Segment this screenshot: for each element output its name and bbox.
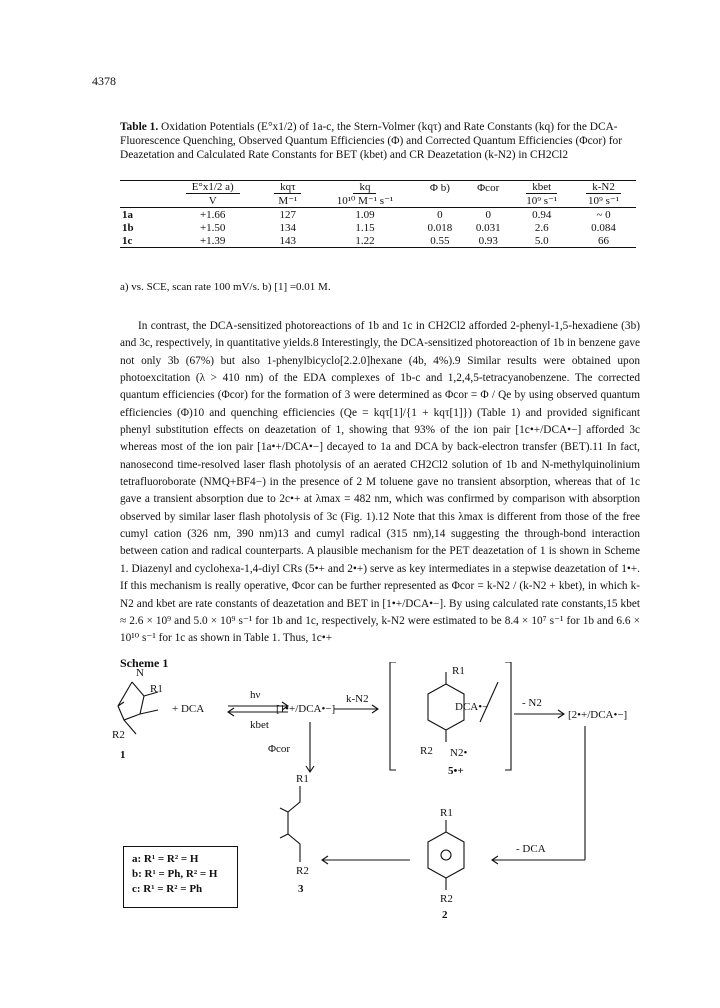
label-r2-cpd1: R2 bbox=[112, 729, 125, 741]
label-r1-cpd3: R1 bbox=[296, 773, 309, 785]
label-r2-cpd3: R2 bbox=[296, 865, 309, 877]
label-dca-radical: DCA•− bbox=[455, 701, 489, 713]
label-plus-dca: + DCA bbox=[172, 703, 205, 715]
compound-2-ring bbox=[428, 832, 464, 878]
label-minus-n2: - N2 bbox=[522, 697, 542, 709]
table-caption bbox=[120, 120, 640, 162]
legend-a: a: R¹ = R² = H bbox=[132, 853, 199, 865]
label-n: N bbox=[136, 667, 144, 679]
header-kqtau: kqτ bbox=[261, 181, 314, 195]
table-row: 1a +1.66 127 1.09 0 0 0.94 ~ 0 bbox=[122, 208, 611, 221]
data-table bbox=[120, 180, 636, 248]
label-r1-cpd2: R1 bbox=[440, 807, 453, 819]
label-phi-cor: Φcor bbox=[268, 743, 291, 755]
scheme-title: Scheme 1 bbox=[120, 656, 169, 670]
compound-3-structure bbox=[280, 786, 300, 862]
label-r2-cpd2: R2 bbox=[440, 893, 453, 905]
table-caption-text: Oxidation Potentials (E°x1/2) of 1a-c, the Stern-Volmer (kqτ) and Rate Constants (kq) for the DCA-Fluorescence Quenching, Observed Quantum Efficiencies (Φ) and Corrected Quantum Efficiencies (Φcor) for Deazetation and Calculated Rate Constants for BET (kbet) and CR Deazetation (k-N2) in CH2Cl2 bbox=[120, 121, 623, 161]
label-n2-radical: N2• bbox=[450, 747, 468, 759]
label-minus-dca: - DCA bbox=[516, 843, 546, 855]
label-kbet: kbet bbox=[250, 719, 269, 731]
page-number: 4378 bbox=[92, 74, 116, 88]
unit-kn2: 10⁹ s⁻¹ bbox=[588, 195, 620, 207]
header-eox: E°x1/2 a) bbox=[164, 181, 261, 195]
unit-kq: 10¹⁰ M⁻¹ s⁻¹ bbox=[336, 195, 394, 207]
header-phi: Φ b) bbox=[429, 181, 450, 194]
substituent-legend bbox=[123, 846, 238, 908]
table-row: 1b +1.50 134 1.15 0.018 0.031 2.6 0.084 bbox=[122, 221, 616, 234]
label-ion-pair-1: [1•+/DCA•−] bbox=[276, 703, 336, 715]
body-paragraph: In contrast, the DCA-sensitized photoreactions of 1b and 1c in CH2Cl2 afforded 2-phenyl-1,5-hexadiene (3b) and 3c, respectively, in quantitative yields.8 Interestingly, the DCA-sensitized photoreaction of 1b in benzene gave not only 3b (67%) but also 1-phenylbicyclo[2.2.0]hexane (4b, 4%).9 Similar results were obtained upon photoexcitation (λ > 410 nm) of the EDA complexes of 1b-c and 1,2,4,5-tetracyanobenzene. The corrected quantum efficiencies (Φcor) for the formation of 3 were determined as Φcor = Φ / Qe by using observed quantum efficiencies (Φ)10 and quenching efficiencies (Qe = kqτ[1]/{1 + kqτ[1]}) (Table 1) and provided significant phenyl substitution effects on deazetation of 1, showing that 93% of the ion pair [1c•+/DCA•−] afforded 3c whereas most of the ion pair [1a•+/DCA•−] decayed to 1a and DCA by back-electron transfer (BET).11 In fact, nanosecond time-resolved laser flash photolysis of an aerated CH2Cl2 solution of 1b and N-methylquinolinium tetrafluoroborate (NMQ+BF4−) in the presence of 2 M toluene gave no transient absorption, whereas that of 1c gave a transient absorption due to 2c•+ at λmax = 482 nm, which was confirmed by comparison with absorption observed by similar laser flash photolysis of 3c (Fig. 1).12 Note that this λmax is different from those of the free cumyl cation (326 nm, 390 nm)13 and cumyl radical (315 nm),14 suggesting the through-bond interaction between cation and radical counterparts. A plausible mechanism for the PET deazetation of 1 is shown in Scheme 1. Diazenyl and cyclohexa-1,4-diyl CRs (5•+ and 2•+) serve as key intermediates in a stepwise deazetation of 1•+. If this mechanism is really operative, Φcor can be further represented as Φcor = k-N2 / (k-N2 + kbet), in which k-N2 and kbet are rate constants of deazetation and BET in [1•+/DCA•−]. By using calculated rate constants,15 kbet ≈ 2.6 × 10⁹ and 5.0 × 10⁹ s⁻¹ for 1b and 1c, respectively, k-N2 were estimated to be 8.4 × 10⁷ s⁻¹ for 1b and 6.6 × 10¹⁰ s⁻¹ for 1c as shown in Table 1. Thus, 1c•+ bbox=[120, 320, 640, 645]
legend-b: b: R¹ = Ph, R² = H bbox=[132, 868, 218, 880]
header-phicor: Φcor bbox=[477, 181, 500, 194]
label-cpd5: 5•+ bbox=[448, 765, 464, 777]
unit-kbet: 10⁹ s⁻¹ bbox=[526, 195, 558, 207]
label-k-n2: k-N2 bbox=[346, 693, 369, 705]
unit-kqtau: M⁻¹ bbox=[278, 195, 298, 207]
table-row: 1c +1.39 143 1.22 0.55 0.93 5.0 66 bbox=[120, 234, 636, 248]
table-footnote: a) vs. SCE, scan rate 100 mV/s. b) [1] =0.01 M. bbox=[120, 281, 331, 293]
table-label: Table 1. bbox=[120, 121, 159, 133]
label-r1-cpd1: R1 bbox=[150, 683, 163, 695]
label-ion-pair-2: [2•+/DCA•−] bbox=[568, 709, 628, 721]
label-r2-cpd5: R2 bbox=[420, 745, 433, 757]
unit-eox: V bbox=[208, 194, 217, 207]
header-kq: kq bbox=[314, 181, 416, 195]
label-cpd2: 2 bbox=[442, 909, 448, 921]
legend-c: c: R¹ = R² = Ph bbox=[132, 883, 203, 895]
header-kbet: kbet bbox=[512, 181, 571, 195]
label-r1-cpd5: R1 bbox=[452, 665, 465, 677]
header-kn2: k-N2 bbox=[571, 181, 636, 195]
label-hv: hν bbox=[250, 689, 261, 701]
label-cpd1: 1 bbox=[120, 749, 126, 761]
label-cpd3: 3 bbox=[298, 883, 304, 895]
